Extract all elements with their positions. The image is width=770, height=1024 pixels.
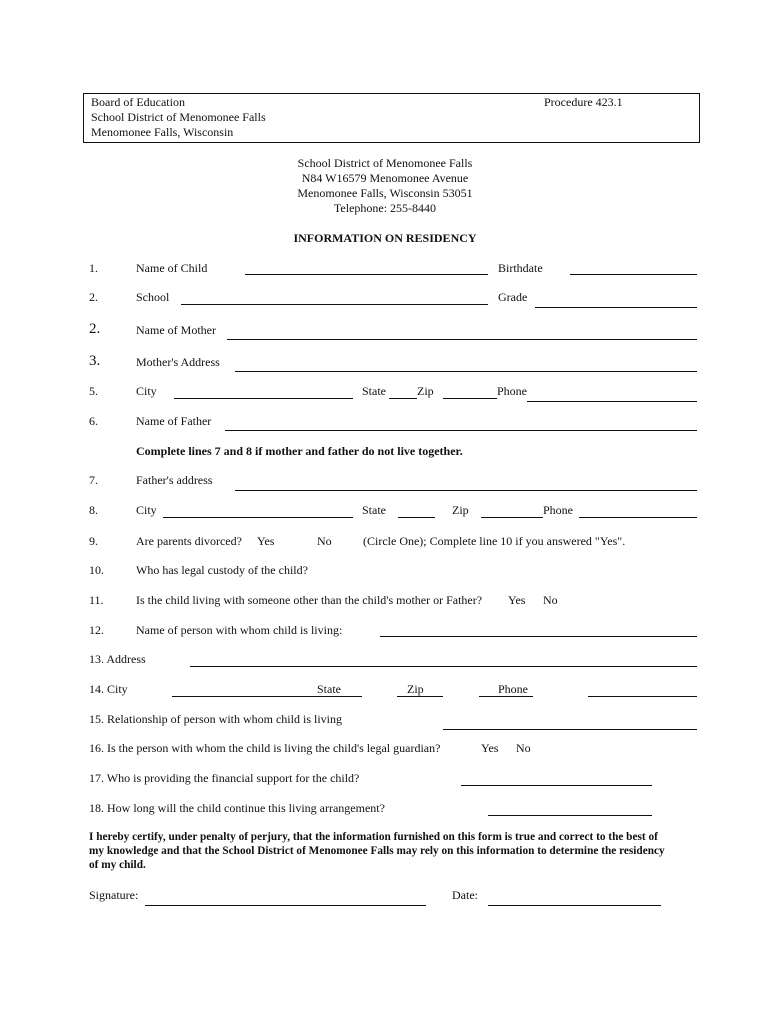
field-7-number: 7. bbox=[89, 473, 98, 487]
field-3-number: 2. bbox=[89, 321, 101, 337]
living-other-no-option[interactable]: No bbox=[543, 593, 558, 607]
mother-name-field[interactable] bbox=[227, 339, 697, 340]
guardian-name-field[interactable] bbox=[380, 636, 697, 637]
header-district: School District of Menomonee Falls bbox=[91, 110, 266, 124]
grade-field[interactable] bbox=[535, 307, 697, 308]
father-zip-field[interactable] bbox=[481, 517, 543, 518]
procedure-number: Procedure 423.1 bbox=[544, 95, 623, 109]
relationship-field[interactable] bbox=[443, 729, 697, 730]
signature-label: Signature: bbox=[89, 888, 139, 902]
child-name-label: Name of Child bbox=[136, 261, 208, 275]
state-label: State bbox=[362, 384, 386, 398]
divorced-yes-option[interactable]: Yes bbox=[257, 534, 275, 548]
guardian-state-label: State bbox=[317, 682, 341, 696]
relationship-label: 15. Relationship of person with whom child is living bbox=[89, 712, 342, 726]
father-state-label: State bbox=[362, 503, 386, 517]
father-phone-field[interactable] bbox=[579, 517, 697, 518]
field-10-number: 10. bbox=[89, 563, 104, 577]
header-box bbox=[83, 93, 700, 143]
city-label: City bbox=[136, 384, 157, 398]
mother-address-field[interactable] bbox=[235, 371, 697, 372]
address-line-2: N84 W16579 Menomonee Avenue bbox=[301, 171, 469, 185]
field-1-number: 1. bbox=[89, 261, 98, 275]
father-city-label: City bbox=[136, 503, 157, 517]
guardian-state-field[interactable] bbox=[397, 696, 443, 697]
field-8-number: 8. bbox=[89, 503, 98, 517]
father-name-field[interactable] bbox=[225, 430, 697, 431]
mother-name-label: Name of Mother bbox=[136, 323, 216, 337]
field-12-number: 12. bbox=[89, 623, 104, 637]
father-address-field[interactable] bbox=[235, 490, 697, 491]
father-state-field[interactable] bbox=[398, 517, 435, 518]
address-line-1: School District of Menomonee Falls bbox=[297, 156, 473, 170]
state-field[interactable] bbox=[389, 398, 417, 399]
field-5-number: 5. bbox=[89, 384, 98, 398]
child-name-field[interactable] bbox=[245, 274, 488, 275]
divorced-note: (Circle One); Complete line 10 if you answered "Yes". bbox=[363, 534, 626, 548]
guardian-city-label: 14. City bbox=[89, 682, 128, 696]
certification-line-2: my knowledge and that the School District of Menomonee Falls may rely on this information to determine the residency bbox=[89, 845, 665, 857]
certification-line-1: I hereby certify, under penalty of perjury, that the information furnished on this form is true and correct to the best of bbox=[89, 831, 658, 843]
date-label: Date: bbox=[452, 888, 478, 902]
birthdate-label: Birthdate bbox=[498, 261, 543, 275]
guardian-zip-label: Zip bbox=[407, 682, 424, 696]
header-board: Board of Education bbox=[91, 95, 185, 109]
divorced-no-option[interactable]: No bbox=[317, 534, 332, 548]
city-field[interactable] bbox=[174, 398, 353, 399]
lines-7-8-note: Complete lines 7 and 8 if mother and father do not live together. bbox=[136, 444, 463, 458]
header-city: Menomonee Falls, Wisconsin bbox=[91, 125, 234, 139]
school-label: School bbox=[136, 290, 170, 304]
school-field[interactable] bbox=[181, 304, 488, 305]
certification-line-3: of my child. bbox=[89, 859, 146, 871]
birthdate-field[interactable] bbox=[570, 274, 697, 275]
financial-support-label: 17. Who is providing the financial support for the child? bbox=[89, 771, 360, 785]
grade-label: Grade bbox=[498, 290, 528, 304]
mother-address-label: Mother's Address bbox=[136, 355, 220, 369]
zip-field[interactable] bbox=[443, 398, 497, 399]
phone-field[interactable] bbox=[527, 401, 697, 402]
father-address-label: Father's address bbox=[136, 473, 213, 487]
guardian-phone-label: Phone bbox=[498, 682, 528, 696]
guardian-phone-field[interactable] bbox=[588, 696, 697, 697]
living-other-yes-option[interactable]: Yes bbox=[508, 593, 526, 607]
date-field[interactable] bbox=[488, 905, 661, 906]
field-4-number: 3. bbox=[89, 353, 101, 369]
father-zip-label: Zip bbox=[452, 503, 469, 517]
field-11-number: 11. bbox=[89, 593, 104, 607]
address-line-3: Menomonee Falls, Wisconsin 53051 bbox=[297, 186, 473, 200]
form-title: INFORMATION ON RESIDENCY bbox=[293, 231, 477, 245]
guardian-address-label: 13. Address bbox=[89, 652, 146, 666]
guardian-name-label: Name of person with whom child is living: bbox=[136, 623, 343, 637]
guardian-city-field[interactable] bbox=[172, 696, 362, 697]
signature-field[interactable] bbox=[145, 905, 426, 906]
field-6-number: 6. bbox=[89, 414, 98, 428]
father-phone-label: Phone bbox=[543, 503, 573, 517]
living-duration-field[interactable] bbox=[488, 815, 652, 816]
divorced-question: Are parents divorced? bbox=[136, 534, 242, 548]
living-with-other-question: Is the child living with someone other than the child's mother or Father? bbox=[136, 593, 483, 607]
field-2-number: 2. bbox=[89, 290, 98, 304]
legal-guardian-no-option[interactable]: No bbox=[516, 741, 531, 755]
zip-label: Zip bbox=[417, 384, 434, 398]
guardian-address-field[interactable] bbox=[190, 666, 697, 667]
legal-guardian-yes-option[interactable]: Yes bbox=[481, 741, 499, 755]
field-9-number: 9. bbox=[89, 534, 98, 548]
custody-question: Who has legal custody of the child? bbox=[136, 563, 308, 577]
living-duration-label: 18. How long will the child continue this living arrangement? bbox=[89, 801, 385, 815]
address-line-4: Telephone: 255-8440 bbox=[333, 201, 437, 215]
guardian-zip-field[interactable] bbox=[479, 696, 533, 697]
phone-label: Phone bbox=[497, 384, 527, 398]
father-city-field[interactable] bbox=[163, 517, 353, 518]
legal-guardian-question: 16. Is the person with whom the child is living the child's legal guardian? bbox=[89, 741, 441, 755]
father-name-label: Name of Father bbox=[136, 414, 212, 428]
financial-support-field[interactable] bbox=[461, 785, 652, 786]
